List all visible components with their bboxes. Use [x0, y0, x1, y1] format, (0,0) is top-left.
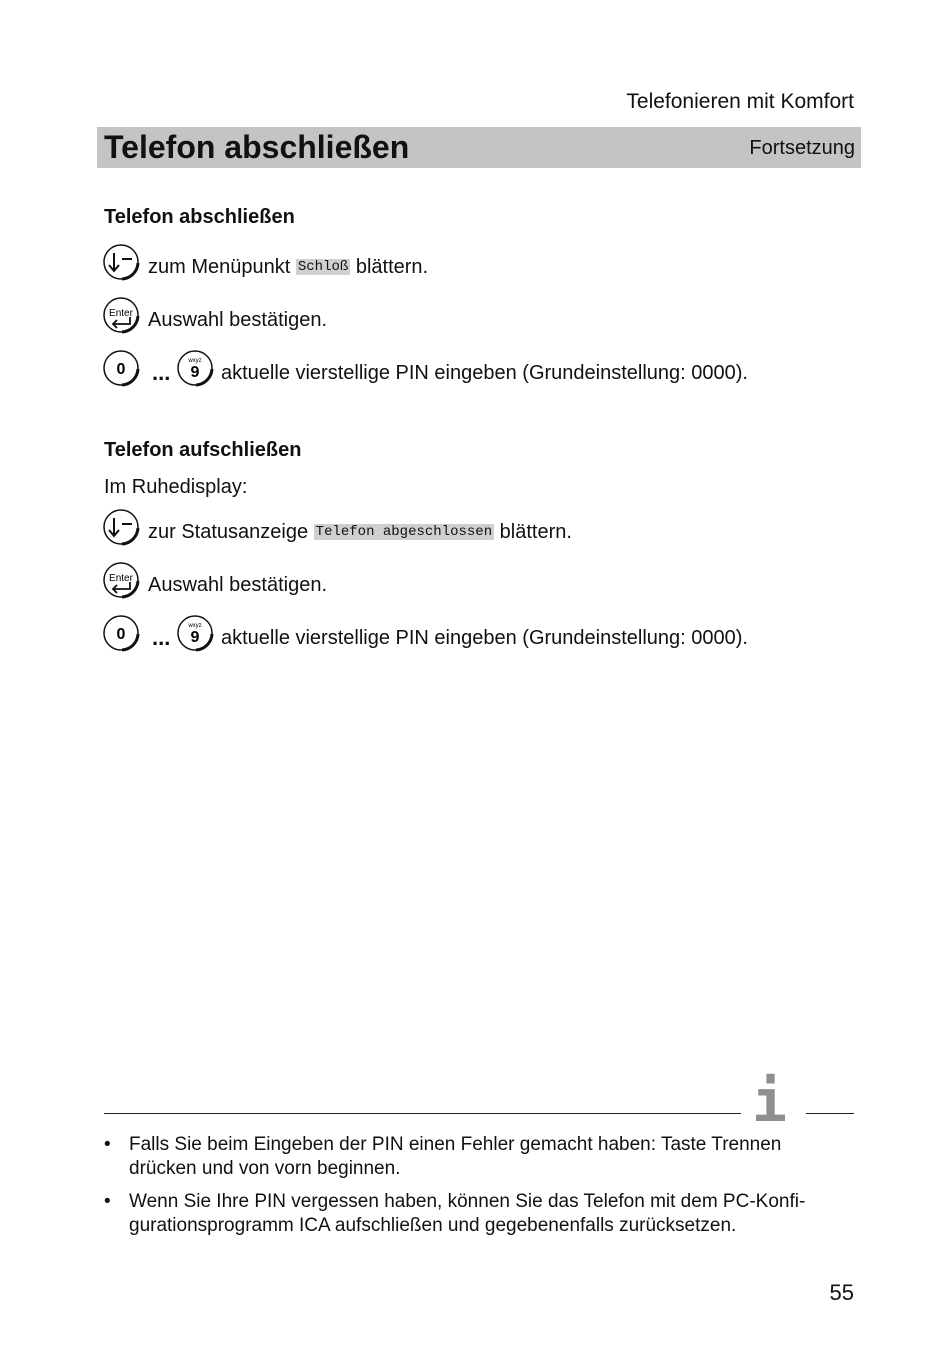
- running-head: Telefonieren mit Komfort: [626, 90, 854, 113]
- enter-key-icon: [102, 562, 142, 602]
- ellipsis: ...: [152, 360, 171, 385]
- continuation-label: Fortsetzung: [749, 137, 855, 159]
- digit-0-key-icon: [102, 615, 142, 655]
- svg-text:9: 9: [190, 364, 200, 381]
- display-text: Schloß: [297, 259, 349, 275]
- title-bar: [97, 127, 861, 168]
- svg-text:0: 0: [116, 626, 126, 643]
- scroll-key-icon: [102, 509, 142, 549]
- step-text: aktuelle vierstellige PIN eingeben (Grundeinstellung: 0000).: [221, 627, 748, 649]
- display-text: Telefon abgeschlossen: [315, 524, 493, 540]
- step-text: zur Statusanzeige Telefon abgeschlossen blättern.: [148, 521, 572, 543]
- step-enter: [102, 297, 862, 337]
- step-text: Auswahl bestätigen.: [148, 309, 328, 331]
- step-text: zum Menüpunkt Schloß blättern.: [148, 256, 429, 278]
- info-divider-right: [806, 1113, 854, 1114]
- svg-text:wxyz: wxyz: [188, 623, 202, 629]
- digit-9-key-icon: [176, 615, 216, 655]
- page-title: Telefon abschließen: [104, 129, 410, 165]
- section-heading-lock: Telefon abschließen: [104, 206, 295, 228]
- step-enter: [102, 562, 862, 602]
- section-heading-unlock: Telefon aufschließen: [104, 439, 302, 461]
- info-icon: i: [752, 1067, 787, 1135]
- digit-0-key-icon: [102, 350, 142, 390]
- step-scroll-menu: [102, 244, 862, 284]
- scroll-key-icon: [102, 244, 142, 284]
- intro-text: Im Ruhedisplay:: [104, 476, 248, 498]
- page-number: 55: [829, 1280, 854, 1305]
- digit-9-key-icon: [176, 350, 216, 390]
- info-notes: [104, 1133, 854, 1247]
- svg-text:0: 0: [116, 361, 126, 378]
- svg-text:9: 9: [190, 629, 200, 646]
- enter-key-icon: [102, 297, 142, 337]
- svg-text:wxyz: wxyz: [188, 358, 202, 364]
- svg-text:Enter: Enter: [109, 573, 133, 584]
- note-item: • Wenn Sie Ihre PIN vergessen haben, können Sie das Telefon mit dem PC-Konfi-gurationsprogramm ICA aufschließen und gegebenenfalls zurücksetzen.: [104, 1190, 854, 1238]
- step-text: aktuelle vierstellige PIN eingeben (Grundeinstellung: 0000).: [221, 362, 748, 384]
- step-scroll-status: [102, 509, 862, 549]
- ellipsis: ...: [152, 625, 171, 650]
- step-enter-pin: [102, 615, 862, 655]
- step-text: Auswahl bestätigen.: [148, 574, 328, 596]
- note-item: • Falls Sie beim Eingeben der PIN einen Fehler gemacht haben: Taste Trennen drücken und von vorn beginnen.: [104, 1133, 854, 1181]
- step-enter-pin: [102, 350, 862, 390]
- info-divider-left: [104, 1113, 741, 1114]
- svg-text:Enter: Enter: [109, 308, 133, 319]
